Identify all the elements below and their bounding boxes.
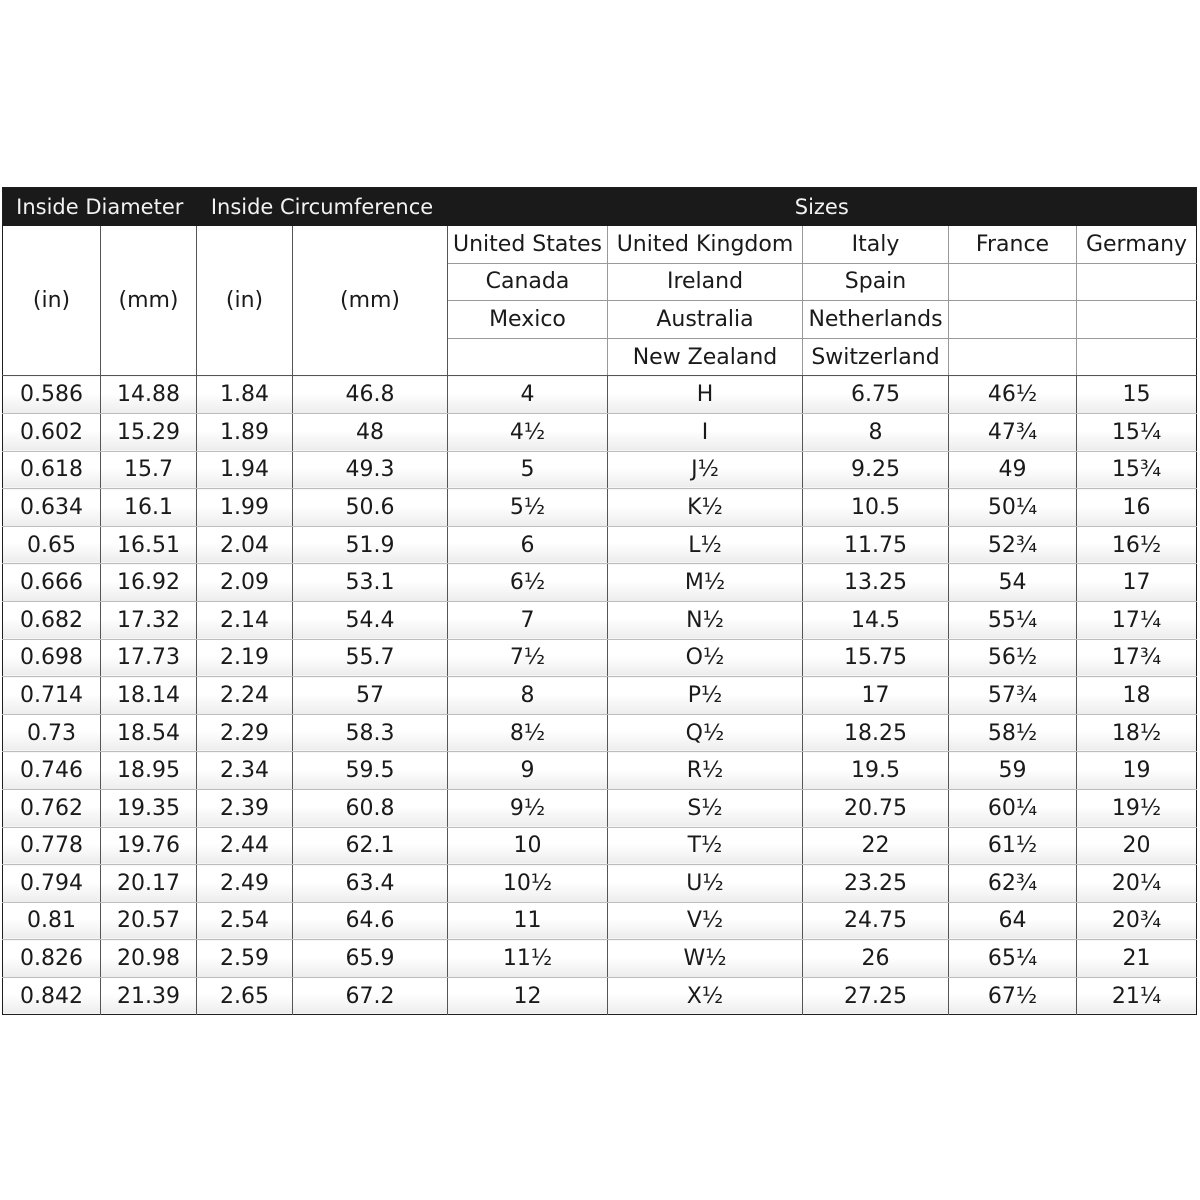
circumference-in-cell: 2.14 bbox=[197, 601, 293, 639]
size-us-cell: 5½ bbox=[448, 489, 608, 527]
size-france-cell: 65¼ bbox=[949, 940, 1077, 978]
size-uk-cell: T½ bbox=[608, 827, 803, 865]
size-italy-cell: 23.25 bbox=[803, 865, 949, 903]
diameter-mm-cell: 18.14 bbox=[101, 677, 197, 715]
size-germany-cell: 20 bbox=[1077, 827, 1197, 865]
size-germany-cell: 16 bbox=[1077, 489, 1197, 527]
diameter-in-cell: 0.714 bbox=[3, 677, 101, 715]
circumference-in-cell: 2.39 bbox=[197, 789, 293, 827]
circumference-in-cell: 1.99 bbox=[197, 489, 293, 527]
size-germany-cell: 15¼ bbox=[1077, 413, 1197, 451]
circumference-mm-cell: 49.3 bbox=[293, 451, 448, 489]
size-italy-cell: 19.5 bbox=[803, 752, 949, 790]
region-canada: Canada bbox=[448, 263, 608, 301]
size-italy-cell: 10.5 bbox=[803, 489, 949, 527]
size-france-cell: 57¾ bbox=[949, 677, 1077, 715]
circumference-in-cell: 1.89 bbox=[197, 413, 293, 451]
size-us-cell: 4½ bbox=[448, 413, 608, 451]
circumference-mm-cell: 58.3 bbox=[293, 714, 448, 752]
size-italy-cell: 20.75 bbox=[803, 789, 949, 827]
table-row bbox=[3, 902, 1197, 940]
region-empty bbox=[949, 263, 1077, 301]
table-row bbox=[3, 714, 1197, 752]
size-france-cell: 46½ bbox=[949, 376, 1077, 414]
diameter-in-cell: 0.602 bbox=[3, 413, 101, 451]
size-us-cell: 10 bbox=[448, 827, 608, 865]
size-france-cell: 47¾ bbox=[949, 413, 1077, 451]
circumference-mm-cell: 59.5 bbox=[293, 752, 448, 790]
size-france-cell: 60¼ bbox=[949, 789, 1077, 827]
size-france-cell: 62¾ bbox=[949, 865, 1077, 903]
size-germany-cell: 18½ bbox=[1077, 714, 1197, 752]
size-italy-cell: 15.75 bbox=[803, 639, 949, 677]
region-germany: Germany bbox=[1077, 226, 1197, 263]
size-uk-cell: I bbox=[608, 413, 803, 451]
size-france-cell: 56½ bbox=[949, 639, 1077, 677]
diameter-in-cell: 0.698 bbox=[3, 639, 101, 677]
size-germany-cell: 21 bbox=[1077, 940, 1197, 978]
diameter-mm-cell: 16.92 bbox=[101, 564, 197, 602]
diameter-mm-cell: 18.54 bbox=[101, 714, 197, 752]
circumference-mm-cell: 63.4 bbox=[293, 865, 448, 903]
circumference-mm-cell: 51.9 bbox=[293, 526, 448, 564]
region-ireland: Ireland bbox=[608, 263, 803, 301]
diameter-in-cell: 0.618 bbox=[3, 451, 101, 489]
size-italy-cell: 6.75 bbox=[803, 376, 949, 414]
table-row bbox=[3, 977, 1197, 1015]
size-germany-cell: 21¼ bbox=[1077, 977, 1197, 1015]
size-germany-cell: 17 bbox=[1077, 564, 1197, 602]
diameter-mm-cell: 16.1 bbox=[101, 489, 197, 527]
circumference-mm-cell: 55.7 bbox=[293, 639, 448, 677]
circumference-mm-cell: 67.2 bbox=[293, 977, 448, 1015]
size-us-cell: 6½ bbox=[448, 564, 608, 602]
size-italy-cell: 17 bbox=[803, 677, 949, 715]
size-italy-cell: 14.5 bbox=[803, 601, 949, 639]
diameter-mm-cell: 20.17 bbox=[101, 865, 197, 903]
region-new-zealand: New Zealand bbox=[608, 338, 803, 376]
size-uk-cell: R½ bbox=[608, 752, 803, 790]
size-uk-cell: H bbox=[608, 376, 803, 414]
size-italy-cell: 26 bbox=[803, 940, 949, 978]
diameter-in-unit: (in) bbox=[3, 226, 101, 376]
size-uk-cell: L½ bbox=[608, 526, 803, 564]
size-italy-cell: 8 bbox=[803, 413, 949, 451]
size-us-cell: 10½ bbox=[448, 865, 608, 903]
size-uk-cell: J½ bbox=[608, 451, 803, 489]
inside-circumference-heading: Inside Circumference bbox=[197, 188, 448, 227]
size-us-cell: 9½ bbox=[448, 789, 608, 827]
size-germany-cell: 20¾ bbox=[1077, 902, 1197, 940]
size-rows bbox=[3, 376, 1197, 1015]
size-us-cell: 8½ bbox=[448, 714, 608, 752]
table-row bbox=[3, 827, 1197, 865]
circumference-in-cell: 2.09 bbox=[197, 564, 293, 602]
region-netherlands: Netherlands bbox=[803, 301, 949, 339]
diameter-mm-unit: (mm) bbox=[101, 226, 197, 376]
diameter-mm-cell: 19.76 bbox=[101, 827, 197, 865]
size-italy-cell: 27.25 bbox=[803, 977, 949, 1015]
diameter-in-cell: 0.794 bbox=[3, 865, 101, 903]
circumference-in-cell: 2.19 bbox=[197, 639, 293, 677]
ring-size-chart bbox=[2, 187, 1197, 1015]
region-uk: United Kingdom bbox=[608, 226, 803, 263]
size-france-cell: 58½ bbox=[949, 714, 1077, 752]
size-france-cell: 64 bbox=[949, 902, 1077, 940]
region-row-1 bbox=[3, 226, 1197, 263]
size-us-cell: 5 bbox=[448, 451, 608, 489]
circumference-in-cell: 2.29 bbox=[197, 714, 293, 752]
inside-diameter-heading: Inside Diameter bbox=[3, 188, 197, 227]
region-empty bbox=[949, 338, 1077, 376]
region-france: France bbox=[949, 226, 1077, 263]
size-uk-cell: U½ bbox=[608, 865, 803, 903]
size-us-cell: 11 bbox=[448, 902, 608, 940]
size-uk-cell: K½ bbox=[608, 489, 803, 527]
size-germany-cell: 15¾ bbox=[1077, 451, 1197, 489]
size-france-cell: 67½ bbox=[949, 977, 1077, 1015]
size-germany-cell: 17¾ bbox=[1077, 639, 1197, 677]
size-uk-cell: W½ bbox=[608, 940, 803, 978]
circumference-mm-cell: 48 bbox=[293, 413, 448, 451]
size-uk-cell: O½ bbox=[608, 639, 803, 677]
circumference-in-cell: 1.84 bbox=[197, 376, 293, 414]
size-germany-cell: 18 bbox=[1077, 677, 1197, 715]
diameter-in-cell: 0.666 bbox=[3, 564, 101, 602]
region-empty bbox=[1077, 263, 1197, 301]
diameter-in-cell: 0.586 bbox=[3, 376, 101, 414]
diameter-in-cell: 0.81 bbox=[3, 902, 101, 940]
region-spain: Spain bbox=[803, 263, 949, 301]
circumference-in-cell: 2.59 bbox=[197, 940, 293, 978]
table-row bbox=[3, 564, 1197, 602]
table-row bbox=[3, 789, 1197, 827]
circumference-in-cell: 2.34 bbox=[197, 752, 293, 790]
circumference-in-cell: 2.54 bbox=[197, 902, 293, 940]
diameter-in-cell: 0.826 bbox=[3, 940, 101, 978]
size-germany-cell: 19 bbox=[1077, 752, 1197, 790]
diameter-mm-cell: 14.88 bbox=[101, 376, 197, 414]
circumference-mm-cell: 54.4 bbox=[293, 601, 448, 639]
size-uk-cell: P½ bbox=[608, 677, 803, 715]
diameter-mm-cell: 18.95 bbox=[101, 752, 197, 790]
size-italy-cell: 24.75 bbox=[803, 902, 949, 940]
size-uk-cell: Q½ bbox=[608, 714, 803, 752]
size-italy-cell: 11.75 bbox=[803, 526, 949, 564]
table-row bbox=[3, 526, 1197, 564]
size-france-cell: 49 bbox=[949, 451, 1077, 489]
diameter-in-cell: 0.762 bbox=[3, 789, 101, 827]
diameter-mm-cell: 21.39 bbox=[101, 977, 197, 1015]
size-us-cell: 11½ bbox=[448, 940, 608, 978]
size-us-cell: 7½ bbox=[448, 639, 608, 677]
header-row bbox=[3, 188, 1197, 227]
size-germany-cell: 20¼ bbox=[1077, 865, 1197, 903]
region-empty bbox=[448, 338, 608, 376]
size-uk-cell: N½ bbox=[608, 601, 803, 639]
circumference-in-cell: 2.65 bbox=[197, 977, 293, 1015]
region-switzerland: Switzerland bbox=[803, 338, 949, 376]
region-empty bbox=[949, 301, 1077, 339]
circumference-in-cell: 2.24 bbox=[197, 677, 293, 715]
size-uk-cell: V½ bbox=[608, 902, 803, 940]
size-uk-cell: M½ bbox=[608, 564, 803, 602]
table-row bbox=[3, 376, 1197, 414]
table-row bbox=[3, 413, 1197, 451]
size-germany-cell: 17¼ bbox=[1077, 601, 1197, 639]
size-germany-cell: 16½ bbox=[1077, 526, 1197, 564]
size-italy-cell: 13.25 bbox=[803, 564, 949, 602]
diameter-in-cell: 0.634 bbox=[3, 489, 101, 527]
size-us-cell: 4 bbox=[448, 376, 608, 414]
table-row bbox=[3, 639, 1197, 677]
size-us-cell: 8 bbox=[448, 677, 608, 715]
size-france-cell: 52¾ bbox=[949, 526, 1077, 564]
size-france-cell: 59 bbox=[949, 752, 1077, 790]
region-mexico: Mexico bbox=[448, 301, 608, 339]
size-italy-cell: 9.25 bbox=[803, 451, 949, 489]
region-us: United States bbox=[448, 226, 608, 263]
circumference-in-cell: 2.49 bbox=[197, 865, 293, 903]
table-row bbox=[3, 865, 1197, 903]
diameter-in-cell: 0.746 bbox=[3, 752, 101, 790]
region-empty bbox=[1077, 338, 1197, 376]
size-italy-cell: 22 bbox=[803, 827, 949, 865]
diameter-mm-cell: 20.57 bbox=[101, 902, 197, 940]
sizes-heading: Sizes bbox=[448, 188, 1197, 227]
circumference-mm-cell: 50.6 bbox=[293, 489, 448, 527]
diameter-mm-cell: 17.32 bbox=[101, 601, 197, 639]
circumference-in-cell: 1.94 bbox=[197, 451, 293, 489]
size-us-cell: 12 bbox=[448, 977, 608, 1015]
size-uk-cell: X½ bbox=[608, 977, 803, 1015]
circumference-mm-cell: 62.1 bbox=[293, 827, 448, 865]
diameter-in-cell: 0.778 bbox=[3, 827, 101, 865]
circumference-mm-cell: 57 bbox=[293, 677, 448, 715]
table-row bbox=[3, 752, 1197, 790]
region-empty bbox=[1077, 301, 1197, 339]
circumference-in-cell: 2.44 bbox=[197, 827, 293, 865]
size-uk-cell: S½ bbox=[608, 789, 803, 827]
diameter-in-cell: 0.65 bbox=[3, 526, 101, 564]
size-germany-cell: 15 bbox=[1077, 376, 1197, 414]
diameter-in-cell: 0.842 bbox=[3, 977, 101, 1015]
size-france-cell: 50¼ bbox=[949, 489, 1077, 527]
diameter-mm-cell: 19.35 bbox=[101, 789, 197, 827]
table-row bbox=[3, 601, 1197, 639]
size-us-cell: 9 bbox=[448, 752, 608, 790]
size-italy-cell: 18.25 bbox=[803, 714, 949, 752]
size-us-cell: 7 bbox=[448, 601, 608, 639]
circumference-mm-unit: (mm) bbox=[293, 226, 448, 376]
circumference-mm-cell: 65.9 bbox=[293, 940, 448, 978]
region-italy: Italy bbox=[803, 226, 949, 263]
size-us-cell: 6 bbox=[448, 526, 608, 564]
circumference-mm-cell: 46.8 bbox=[293, 376, 448, 414]
diameter-mm-cell: 15.29 bbox=[101, 413, 197, 451]
size-france-cell: 54 bbox=[949, 564, 1077, 602]
table-row bbox=[3, 451, 1197, 489]
size-france-cell: 55¼ bbox=[949, 601, 1077, 639]
diameter-in-cell: 0.73 bbox=[3, 714, 101, 752]
size-germany-cell: 19½ bbox=[1077, 789, 1197, 827]
circumference-mm-cell: 53.1 bbox=[293, 564, 448, 602]
circumference-mm-cell: 64.6 bbox=[293, 902, 448, 940]
table-row bbox=[3, 677, 1197, 715]
region-australia: Australia bbox=[608, 301, 803, 339]
diameter-in-cell: 0.682 bbox=[3, 601, 101, 639]
circumference-in-unit: (in) bbox=[197, 226, 293, 376]
circumference-mm-cell: 60.8 bbox=[293, 789, 448, 827]
diameter-mm-cell: 17.73 bbox=[101, 639, 197, 677]
circumference-in-cell: 2.04 bbox=[197, 526, 293, 564]
diameter-mm-cell: 15.7 bbox=[101, 451, 197, 489]
table-row bbox=[3, 489, 1197, 527]
table-row bbox=[3, 940, 1197, 978]
diameter-mm-cell: 16.51 bbox=[101, 526, 197, 564]
diameter-mm-cell: 20.98 bbox=[101, 940, 197, 978]
size-france-cell: 61½ bbox=[949, 827, 1077, 865]
